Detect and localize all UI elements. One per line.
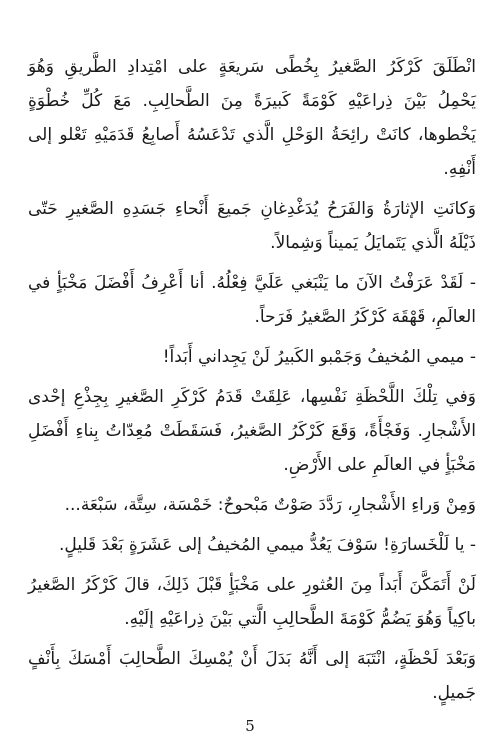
page-number: 5: [245, 717, 255, 735]
paragraph: - لَقَدْ عَرَفْتُ الآنَ ما يَنْبَغي عَلَيَّ فِعْلُهُ. أنا أَعْرِفُ أَفْضَلَ مَخْبَأٍ في العالَمِ، قَهْقَهَ كَرْكَرُ الصَّغيرُ فَرَحاً.: [28, 273, 476, 327]
paragraph: وَبَعْدَ لَحْظَةٍ، انْتَبَهَ إلى أَنَّهُ بَدَلَ أَنْ يُمْسِكَ الطَّحالِبَ أَمْسَكَ بِأَنْفٍ جَميلٍ.: [28, 649, 476, 703]
paragraph: - يا لَلْخَسارَةِ! سَوْفَ يَعُدُّ ميمي المُخيفُ إلى عَشَرَةٍ بَعْدَ قَليلٍ.: [59, 535, 476, 555]
paragraph: انْطَلَقَ كَرْكَرُ الصَّغيرُ بِخُطًى سَريعَةٍ على امْتِدادِ الطَّريقِ وَهُوَ يَحْمِلُ بَيْنَ ذِراعَيْهِ كَوْمَةً كَبيرَةً مِنَ الطَّحالِبِ. مَعَ كُلِّ خُطْوَةٍ يَخْطوها، كانَتْ رائِحَةُ الوَحْلِ الَّذي تَدْعَسُهُ أَصابِعُ قَدَمَيْهِ تَعْلو إلى أَنْفِهِ.: [28, 57, 476, 179]
paragraph: وَمِنْ وَراءِ الأَشْجارِ، رَدَّدَ صَوْتٌ مَبْحوحٌ: خَمْسَة، سِتَّة، سَبْعَة...: [64, 495, 476, 515]
paragraph: لَنْ أَتَمَكَّنَ أَبَداً مِنَ العُثورِ على مَخْبَأٍ قَبْلَ ذَلِكَ، قالَ كَرْكَرُ الصَّغيرُ باكِياً وَهُوَ يَضُمُّ كَوْمَةَ الطَّحالِبِ الَّتي بَيْنَ ذِراعَيْهِ إلَيْهِ.: [28, 575, 476, 629]
paragraph: وَكانَتِ الإثارَةُ وَالفَرَحُ يُدَغْدِغانِ جَميعَ أَنْحاءِ جَسَدِهِ الصَّغيرِ حَتّى ذَيْلَهُ الَّذي يَتَمايَلُ يَميناً وَشِمالاً.: [28, 199, 476, 253]
paragraph: وَفي تِلْكَ اللَّحْظَةِ نَفْسِها، عَلِقَتْ قَدَمُ كَرْكَرِ الصَّغيرِ بِجِذْعِ إحْدى الأَشْجارِ. وَفَجْأَةً، وَقَعَ كَرْكَرُ الصَّغيرُ، فَسَقَطَتْ مُعِدّاتُ بِناءِ أَفْضَلِ مَخْبَأٍ في العالَمِ على الأَرْضِ.: [28, 387, 476, 475]
paragraph: - ميمي المُخيفُ وَجَمْبو الكَبيرُ لَنْ يَجِداني أَبَداً!: [162, 347, 476, 367]
story-text: [28, 50, 476, 716]
